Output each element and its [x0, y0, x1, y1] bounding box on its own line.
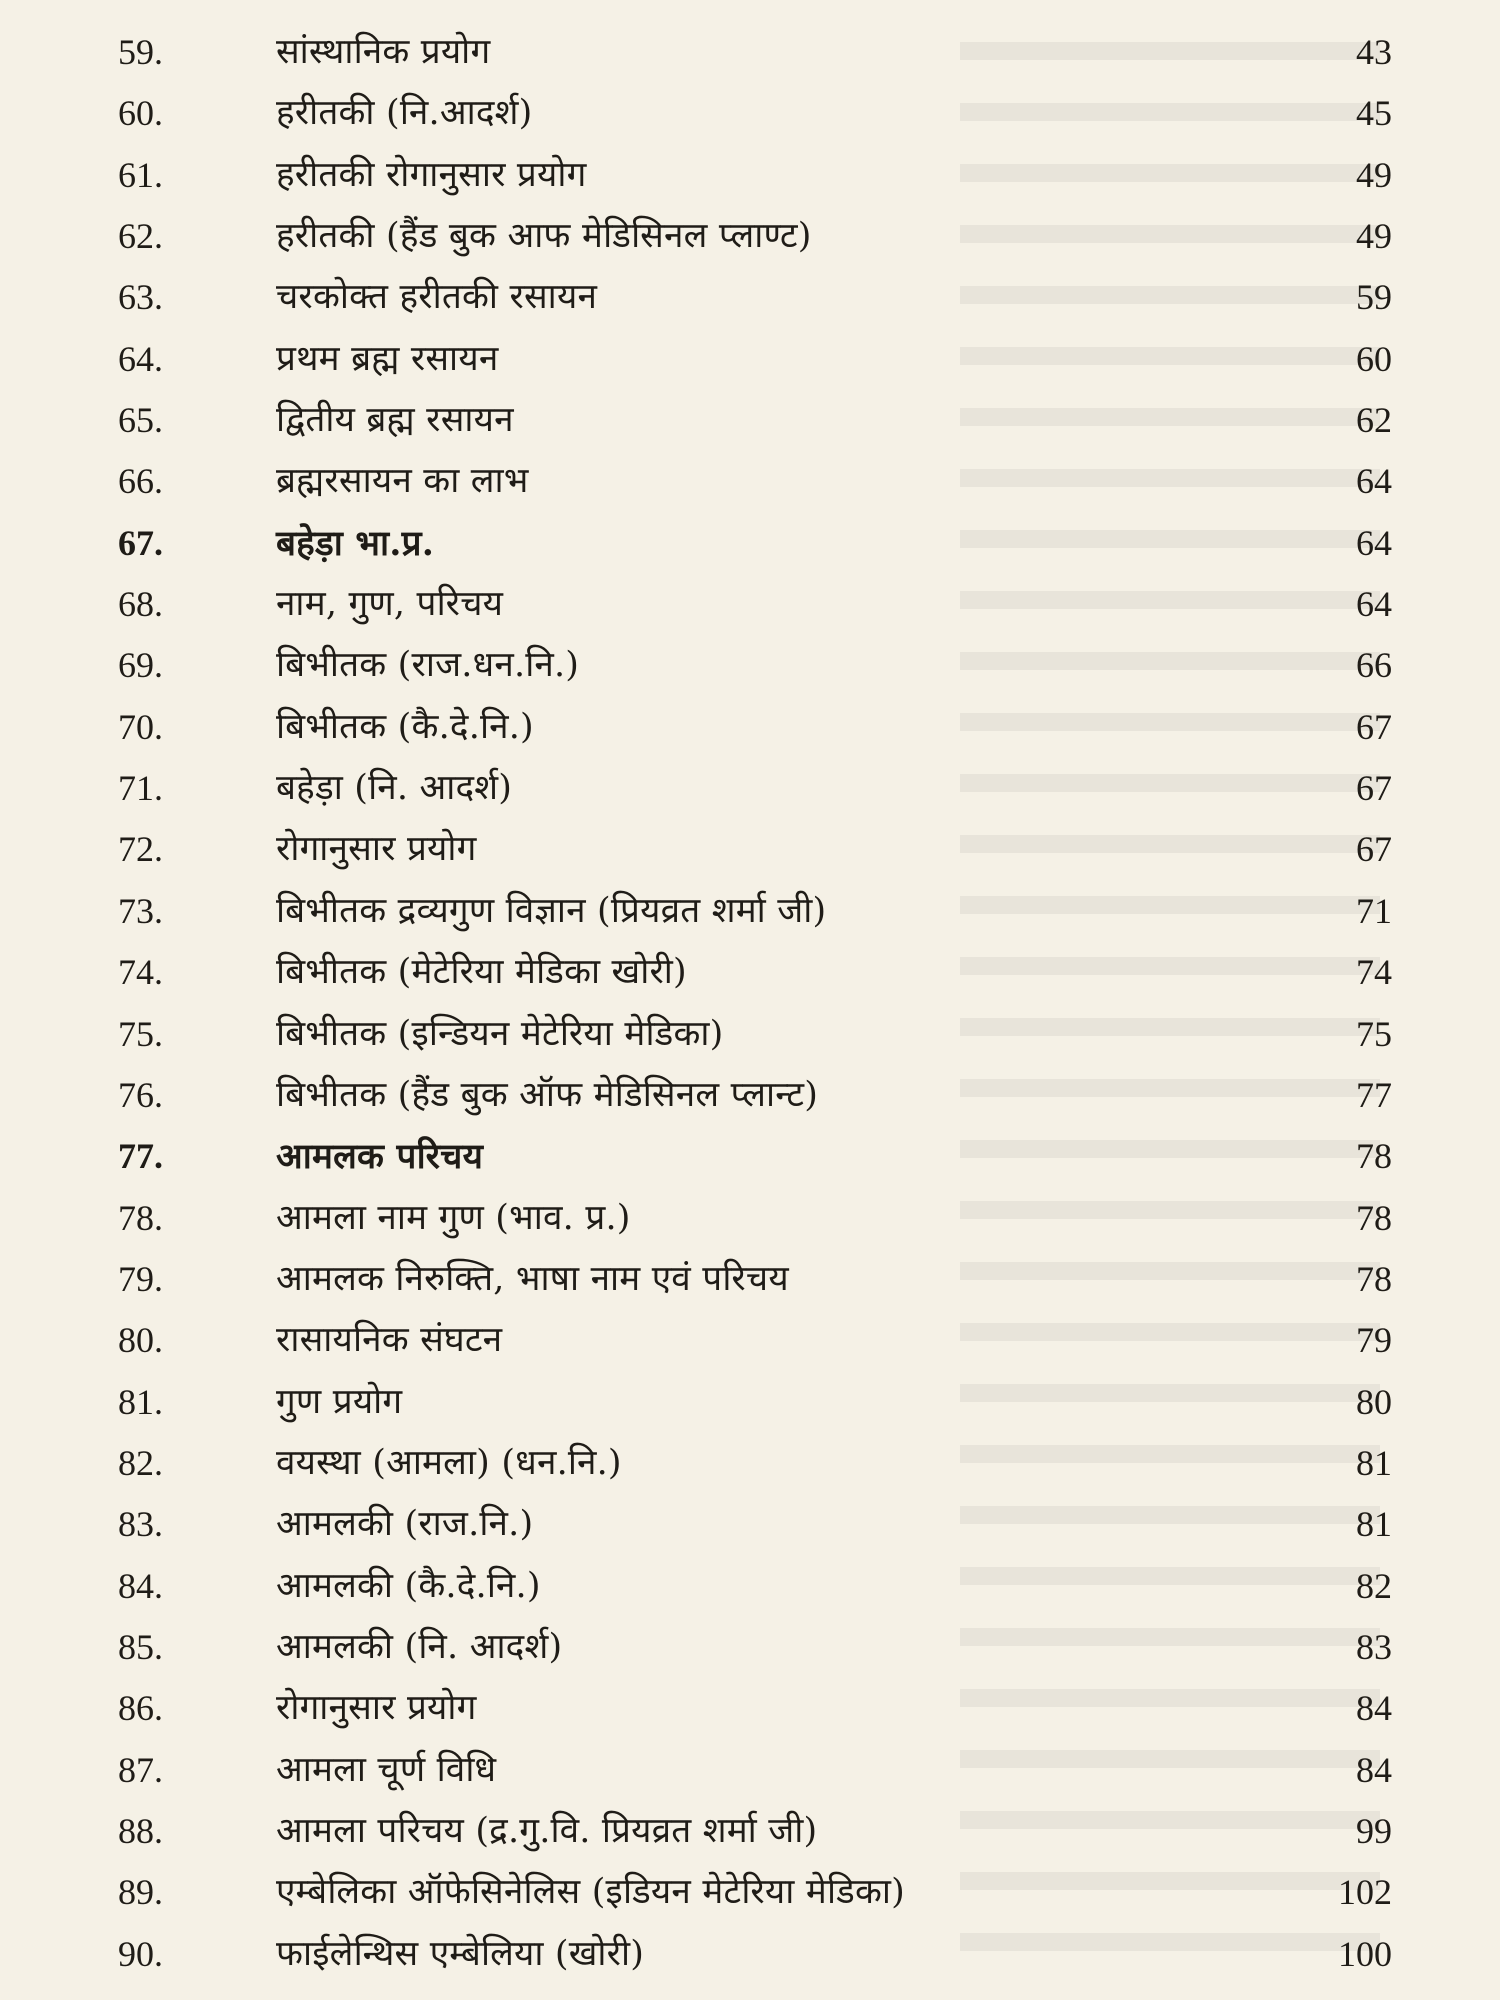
toc-entry-title: आमला चूर्ण विधि — [276, 1749, 497, 1790]
toc-entry-title: बिभीतक (इन्डियन मेटेरिया मेडिका) — [276, 1013, 724, 1054]
toc-entry-title: बिभीतक (मेटेरिया मेडिका खोरी) — [276, 952, 687, 993]
toc-row — [0, 819, 1500, 880]
toc-row — [0, 1556, 1500, 1617]
toc-entry-page-number: 67 — [1356, 706, 1392, 747]
toc-row — [0, 267, 1500, 328]
toc-entry-title: बिभीतक (कै.दे.नि.) — [276, 706, 534, 747]
toc-entry-page-number: 71 — [1356, 890, 1392, 931]
toc-entry-number: 82. — [118, 1442, 163, 1483]
toc-entry-page-number: 78 — [1356, 1136, 1392, 1177]
toc-entry-title: चरकोक्त हरीतकी रसायन — [276, 277, 598, 318]
toc-entry-page-number: 75 — [1356, 1013, 1392, 1054]
toc-entry-title: हरीतकी (नि.आदर्श) — [276, 93, 533, 134]
toc-entry-page-number: 77 — [1356, 1074, 1392, 1115]
toc-entry-number: 83. — [118, 1504, 163, 1545]
toc-entry-number: 72. — [118, 829, 163, 870]
toc-row — [0, 206, 1500, 267]
toc-row — [0, 145, 1500, 206]
toc-entry-number: 90. — [118, 1933, 163, 1974]
toc-entry-number: 80. — [118, 1320, 163, 1361]
toc-entry-page-number: 82 — [1356, 1565, 1392, 1606]
toc-entry-page-number: 45 — [1356, 93, 1392, 134]
toc-entry-title: रोगानुसार प्रयोग — [276, 829, 477, 870]
toc-entry-number: 73. — [118, 890, 163, 931]
toc-entry-title: एम्बेलिका ऑफेसिनेलिस (इडियन मेटेरिया मेडिका) — [276, 1872, 905, 1913]
toc-entry-title: हरीतकी रोगानुसार प्रयोग — [276, 154, 587, 195]
toc-entry-page-number: 62 — [1356, 400, 1392, 441]
toc-row — [0, 635, 1500, 696]
toc-entry-page-number: 59 — [1356, 277, 1392, 318]
toc-row — [0, 22, 1500, 83]
toc-entry-number: 66. — [118, 461, 163, 502]
table-of-contents — [0, 22, 1500, 1985]
toc-entry-number: 85. — [118, 1626, 163, 1667]
toc-entry-title: हरीतकी (हैंड बुक आफ मेडिसिनल प्लाण्ट) — [276, 216, 812, 257]
toc-entry-number: 81. — [118, 1381, 163, 1422]
toc-entry-title: बहेड़ा (नि. आदर्श) — [276, 768, 513, 809]
toc-entry-title: प्रथम ब्रह्म रसायन — [276, 338, 499, 379]
toc-entry-page-number: 66 — [1356, 645, 1392, 686]
toc-entry-page-number: 64 — [1356, 461, 1392, 502]
toc-entry-number: 69. — [118, 645, 163, 686]
toc-entry-page-number: 79 — [1356, 1320, 1392, 1361]
toc-entry-title: रोगानुसार प्रयोग — [276, 1688, 477, 1729]
toc-row — [0, 1801, 1500, 1862]
toc-entry-page-number: 67 — [1356, 829, 1392, 870]
toc-entry-number: 77. — [118, 1136, 163, 1177]
toc-row — [0, 513, 1500, 574]
toc-entry-number: 61. — [118, 154, 163, 195]
toc-row — [0, 329, 1500, 390]
toc-entry-title: बिभीतक (हैंड बुक ऑफ मेडिसिनल प्लान्ट) — [276, 1074, 819, 1115]
toc-entry-page-number: 78 — [1356, 1258, 1392, 1299]
toc-entry-page-number: 49 — [1356, 154, 1392, 195]
toc-entry-page-number: 64 — [1356, 522, 1392, 563]
toc-row — [0, 1004, 1500, 1065]
toc-entry-number: 63. — [118, 277, 163, 318]
toc-entry-title: बिभीतक (राज.धन.नि.) — [276, 645, 580, 686]
toc-row — [0, 83, 1500, 144]
toc-entry-number: 75. — [118, 1013, 163, 1054]
toc-entry-page-number: 84 — [1356, 1749, 1392, 1790]
toc-entry-title: आमला नाम गुण (भाव. प्र.) — [276, 1197, 631, 1238]
toc-entry-number: 67. — [118, 522, 163, 563]
toc-entry-page-number: 49 — [1356, 216, 1392, 257]
toc-entry-page-number: 74 — [1356, 952, 1392, 993]
toc-row — [0, 1372, 1500, 1433]
toc-entry-number: 74. — [118, 952, 163, 993]
toc-entry-title: फाईलेन्थिस एम्बेलिया (खोरी) — [276, 1933, 645, 1974]
toc-entry-title: नाम, गुण, परिचय — [276, 584, 504, 625]
toc-entry-page-number: 83 — [1356, 1626, 1392, 1667]
toc-row — [0, 451, 1500, 512]
toc-entry-page-number: 99 — [1356, 1810, 1392, 1851]
toc-entry-title: रासायनिक संघटन — [276, 1320, 503, 1361]
toc-entry-page-number: 64 — [1356, 584, 1392, 625]
toc-entry-title: गुण प्रयोग — [276, 1381, 403, 1422]
toc-entry-number: 84. — [118, 1565, 163, 1606]
toc-row — [0, 1249, 1500, 1310]
toc-entry-number: 87. — [118, 1749, 163, 1790]
toc-row — [0, 942, 1500, 1003]
toc-entry-number: 71. — [118, 768, 163, 809]
toc-entry-number: 70. — [118, 706, 163, 747]
toc-row — [0, 1188, 1500, 1249]
toc-row — [0, 1433, 1500, 1494]
toc-entry-title: ब्रह्मरसायन का लाभ — [276, 461, 529, 502]
toc-entry-title: आमलकी (कै.दे.नि.) — [276, 1565, 541, 1606]
toc-entry-title: आमलक परिचय — [276, 1136, 484, 1178]
toc-entry-title: आमलकी (राज.नि.) — [276, 1504, 534, 1545]
toc-row — [0, 1494, 1500, 1555]
toc-entry-page-number: 60 — [1356, 338, 1392, 379]
toc-row — [0, 1678, 1500, 1739]
toc-entry-page-number: 67 — [1356, 768, 1392, 809]
toc-entry-number: 76. — [118, 1074, 163, 1115]
toc-entry-title: आमला परिचय (द्र.गु.वि. प्रियव्रत शर्मा जी) — [276, 1810, 818, 1851]
toc-row — [0, 697, 1500, 758]
toc-entry-title: आमलक निरुक्ति, भाषा नाम एवं परिचय — [276, 1258, 789, 1299]
toc-entry-title: बहेड़ा भा.प्र. — [276, 522, 435, 564]
toc-row — [0, 1862, 1500, 1923]
toc-entry-number: 79. — [118, 1258, 163, 1299]
toc-entry-page-number: 80 — [1356, 1381, 1392, 1422]
toc-entry-page-number: 78 — [1356, 1197, 1392, 1238]
toc-entry-page-number: 100 — [1338, 1933, 1392, 1974]
toc-entry-number: 68. — [118, 584, 163, 625]
toc-entry-title: सांस्थानिक प्रयोग — [276, 32, 491, 72]
toc-entry-number: 59. — [118, 32, 163, 72]
toc-entry-page-number: 43 — [1356, 32, 1392, 72]
toc-entry-page-number: 102 — [1338, 1872, 1392, 1913]
toc-entry-number: 60. — [118, 93, 163, 134]
toc-row — [0, 574, 1500, 635]
toc-entry-page-number: 81 — [1356, 1504, 1392, 1545]
toc-entry-number: 88. — [118, 1810, 163, 1851]
toc-row — [0, 1310, 1500, 1371]
toc-row — [0, 1126, 1500, 1187]
toc-entry-title: द्वितीय ब्रह्म रसायन — [276, 400, 514, 441]
toc-entry-number: 64. — [118, 338, 163, 379]
toc-row — [0, 758, 1500, 819]
toc-row — [0, 1740, 1500, 1801]
toc-entry-number: 62. — [118, 216, 163, 257]
toc-row — [0, 1924, 1500, 1985]
toc-entry-number: 65. — [118, 400, 163, 441]
toc-entry-number: 78. — [118, 1197, 163, 1238]
toc-entry-title: आमलकी (नि. आदर्श) — [276, 1626, 563, 1667]
toc-entry-title: वयस्था (आमला) (धन.नि.) — [276, 1442, 622, 1483]
toc-entry-page-number: 84 — [1356, 1688, 1392, 1729]
toc-entry-number: 89. — [118, 1872, 163, 1913]
toc-row — [0, 390, 1500, 451]
toc-entry-number: 86. — [118, 1688, 163, 1729]
toc-entry-page-number: 81 — [1356, 1442, 1392, 1483]
toc-entry-title: बिभीतक द्रव्यगुण विज्ञान (प्रियव्रत शर्मा जी) — [276, 890, 827, 931]
toc-row — [0, 1617, 1500, 1678]
toc-row — [0, 881, 1500, 942]
toc-row — [0, 1065, 1500, 1126]
